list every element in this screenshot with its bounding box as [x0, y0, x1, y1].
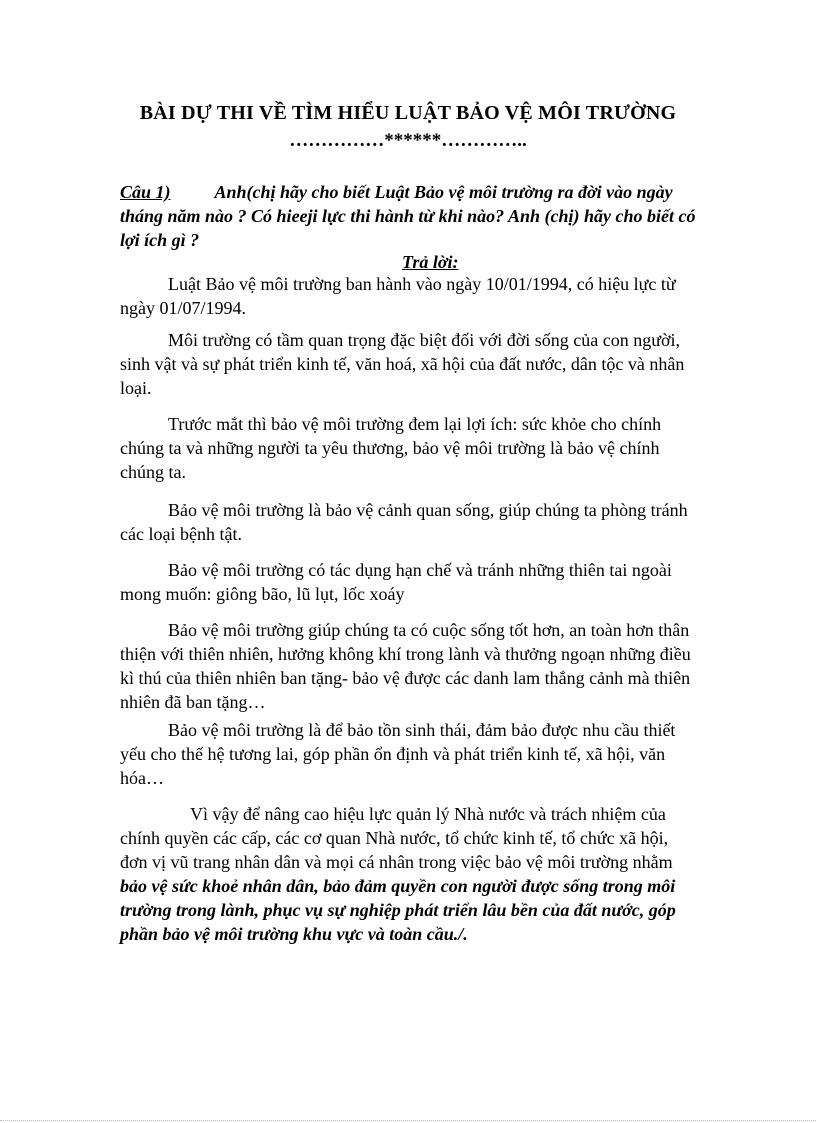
page-bottom-rule — [0, 1120, 816, 1121]
question-text: Anh(chị hãy cho biết Luật Bảo vệ môi trường ra đời vào ngày tháng năm nào ? Có hieeji lực thi hành từ khi nào? Anh (chị) hãy cho biết có lợi ích gì ? — [120, 182, 696, 250]
title-divider: ……………******………….. — [289, 130, 527, 151]
paragraph-4: Bảo vệ môi trường là bảo vệ cảnh quan sống, giúp chúng ta phòng tránh các loại bệnh tật. — [120, 500, 688, 544]
paragraph-3: Trước mắt thì bảo vệ môi trường đem lại lợi ích: sức khỏe cho chính chúng ta và những người ta yêu thương, bảo vệ môi trường là bảo vệ chính chúng ta. — [120, 414, 662, 482]
question-block — [120, 180, 710, 252]
paragraph-1: Luật Bảo vệ môi trường ban hành vào ngày 10/01/1994, có hiệu lực từ ngày 01/07/1994. — [120, 274, 676, 318]
paragraph-5: Bảo vệ môi trường có tác dụng hạn chế và tránh những thiên tai ngoài mong muốn: giông bão, lũ lụt, lốc xoáy — [120, 560, 672, 604]
document-title: BÀI DỰ THI VỀ TÌM HIỂU LUẬT BẢO VỆ MÔI TRƯỜNG — [139, 102, 677, 124]
closing-paragraph — [120, 802, 700, 946]
closing-emphasis: bảo vệ sức khoẻ nhân dân, bảo đảm quyền con người được sống trong môi trường trong lành, phục vụ sự nghiệp phát triển lâu bền của đất nước, góp phần bảo vệ môi trường khu vực và toàn cầu./. — [120, 876, 676, 944]
paragraph-6: Bảo vệ môi trường giúp chúng ta có cuộc sống tốt hơn, an toàn hơn thân thiện với thiên nhiên, hưởng không khí trong lành và thưởng ngoạn những điều kì thú của thiên nhiên ban tặng- bảo vệ được các danh lam thắng cảnh mà thiên nhiên đã ban tặng… — [120, 620, 691, 712]
paragraph-7: Bảo vệ môi trường là để bảo tồn sinh thái, đảm bảo được nhu cầu thiết yếu cho thế hệ tương lai, góp phần ổn định và phát triển kinh tế, xã hội, văn hóa… — [120, 720, 676, 788]
paragraph-2: Môi trường có tầm quan trọng đặc biệt đối với đời sống của con người, sinh vật và sự phát triển kinh tế, văn hoá, xã hội của đất nước, dân tộc và nhân loại. — [120, 330, 685, 398]
answer-heading: Trả lời: — [402, 252, 459, 272]
question-label: Câu 1) — [120, 182, 171, 202]
closing-text: Vì vậy để nâng cao hiệu lực quản lý Nhà nước và trách nhiệm của chính quyền các cấp, các cơ quan Nhà nước, tổ chức kinh tế, tổ chức xã hội, đơn vị vũ trang nhân dân và mọi cá nhân trong việc bảo vệ môi trường nhằm — [120, 804, 673, 872]
